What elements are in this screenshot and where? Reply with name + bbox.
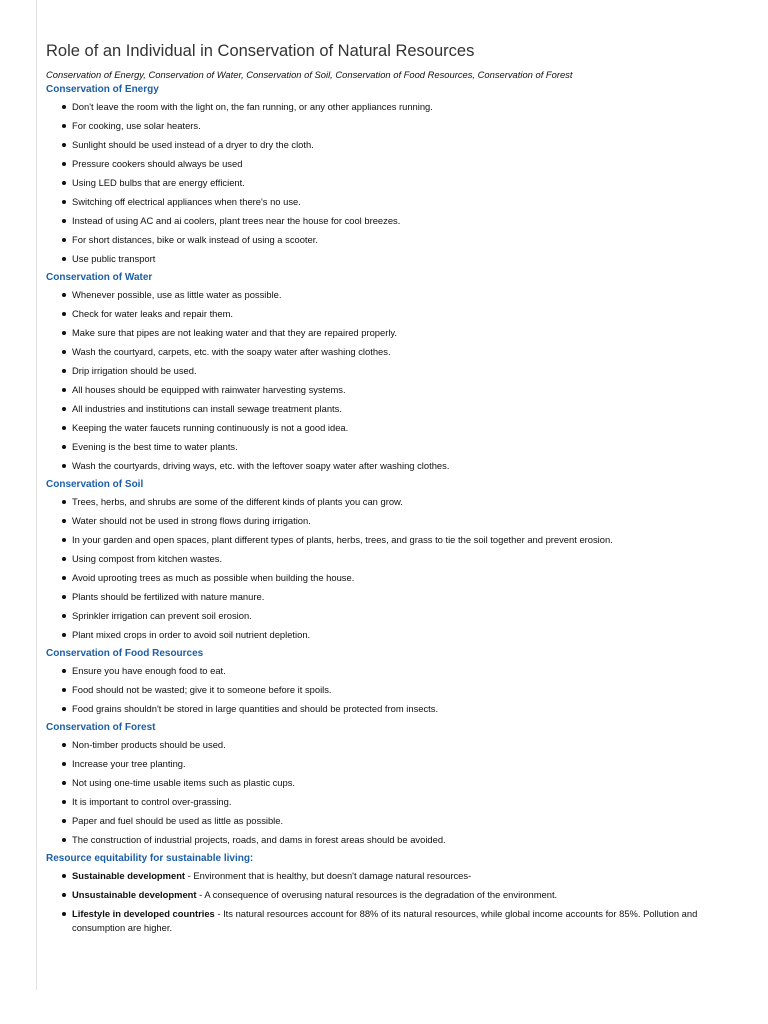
list-item: Non-timber products should be used. (46, 738, 752, 752)
list-item: Wash the courtyard, carpets, etc. with the soapy water after washing clothes. (46, 345, 752, 359)
list-item: For cooking, use solar heaters. (46, 119, 752, 133)
term-label: Lifestyle in developed countries (72, 908, 215, 919)
list-item: Switching off electrical appliances when there's no use. (46, 195, 752, 209)
list-item: Plant mixed crops in order to avoid soil nutrient depletion. (46, 628, 752, 642)
list-item: Sprinkler irrigation can prevent soil erosion. (46, 609, 752, 623)
list-item: Paper and fuel should be used as little as possible. (46, 814, 752, 828)
list-item: Using compost from kitchen wastes. (46, 552, 752, 566)
list-item: Trees, herbs, and shrubs are some of the different kinds of plants you can grow. (46, 495, 752, 509)
list-item: Water should not be used in strong flows during irrigation. (46, 514, 752, 528)
list-item: Using LED bulbs that are energy efficient. (46, 176, 752, 190)
term-description: - Its natural resources account for 88% of its natural resources, while global income accounts for 85%. Pollution and consumption are higher. (72, 908, 698, 933)
list-item: Drip irrigation should be used. (46, 364, 752, 378)
list-item: Food grains shouldn't be stored in large quantities and should be protected from insects. (46, 702, 752, 716)
water-list (46, 288, 752, 473)
section-heading-soil: Conservation of Soil (46, 479, 144, 490)
list-item (46, 907, 752, 935)
list-item: Make sure that pipes are not leaking water and that they are repaired properly. (46, 326, 752, 340)
forest-list (46, 738, 752, 847)
list-item: Don't leave the room with the light on, the fan running, or any other appliances running. (46, 100, 752, 114)
list-item: Wash the courtyards, driving ways, etc. with the leftover soapy water after washing clothes. (46, 459, 752, 473)
list-item: All houses should be equipped with rainwater harvesting systems. (46, 383, 752, 397)
article (46, 40, 752, 940)
list-item: The construction of industrial projects, roads, and dams in forest areas should be avoided. (46, 833, 752, 847)
food-list (46, 664, 752, 716)
term-description: - Environment that is healthy, but doesn't damage natural resources- (185, 870, 472, 881)
section-heading-energy: Conservation of Energy (46, 84, 159, 95)
energy-list (46, 100, 752, 266)
term-description: - A consequence of overusing natural resources is the degradation of the environment. (196, 889, 558, 900)
list-item: Pressure cookers should always be used (46, 157, 752, 171)
list-item: Whenever possible, use as little water as possible. (46, 288, 752, 302)
list-item: Avoid uprooting trees as much as possible when building the house. (46, 571, 752, 585)
list-item: Use public transport (46, 252, 752, 266)
page-subtitle: Conservation of Energy, Conservation of Water, Conservation of Soil, Conservation of Food Resources, Conservation of Forest (46, 69, 573, 80)
list-item: Evening is the best time to water plants. (46, 440, 752, 454)
list-item: Check for water leaks and repair them. (46, 307, 752, 321)
term-label: Unsustainable development (72, 889, 197, 900)
left-divider-line (36, 0, 37, 990)
page-title: Role of an Individual in Conservation of Natural Resources (46, 42, 475, 60)
list-item: Plants should be fertilized with nature manure. (46, 590, 752, 604)
list-item: It is important to control over-grassing. (46, 795, 752, 809)
list-item: Not using one-time usable items such as plastic cups. (46, 776, 752, 790)
section-heading-equity: Resource equitability for sustainable living: (46, 853, 254, 864)
soil-list (46, 495, 752, 642)
list-item: Ensure you have enough food to eat. (46, 664, 752, 678)
list-item: Instead of using AC and ai coolers, plant trees near the house for cool breezes. (46, 214, 752, 228)
list-item: Increase your tree planting. (46, 757, 752, 771)
section-heading-food: Conservation of Food Resources (46, 648, 204, 659)
list-item: Keeping the water faucets running continuously is not a good idea. (46, 421, 752, 435)
term-label: Sustainable development (72, 870, 186, 881)
section-heading-water: Conservation of Water (46, 272, 153, 283)
list-item: In your garden and open spaces, plant different types of plants, herbs, trees, and grass to tie the soil together and prevent erosion. (46, 533, 752, 547)
list-item (46, 888, 752, 902)
list-item (46, 869, 752, 883)
list-item: For short distances, bike or walk instead of using a scooter. (46, 233, 752, 247)
list-item: Sunlight should be used instead of a dryer to dry the cloth. (46, 138, 752, 152)
section-heading-forest: Conservation of Forest (46, 722, 156, 733)
list-item: Food should not be wasted; give it to someone before it spoils. (46, 683, 752, 697)
equity-list (46, 869, 752, 935)
list-item: All industries and institutions can install sewage treatment plants. (46, 402, 752, 416)
